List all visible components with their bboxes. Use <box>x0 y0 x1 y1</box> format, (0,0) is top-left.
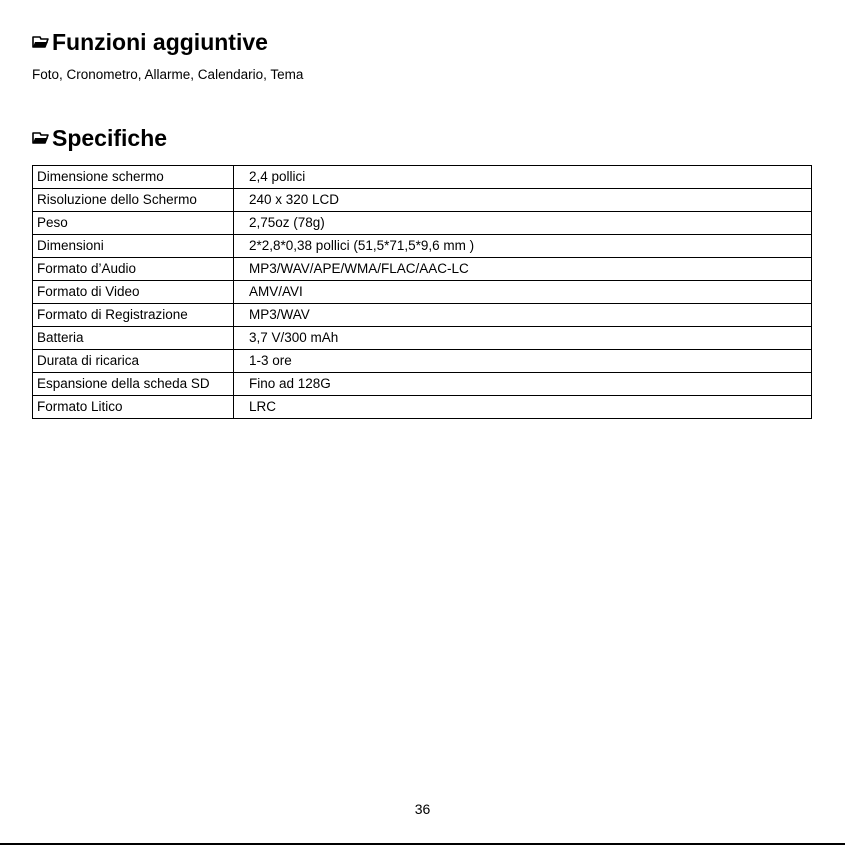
table-row <box>33 327 812 350</box>
arrow-bullet-icon <box>32 35 50 49</box>
spec-label: Dimensioni <box>33 235 234 258</box>
spec-value: 2,75oz (78g) <box>234 212 812 235</box>
table-row <box>33 373 812 396</box>
spec-label: Formato Litico <box>33 396 234 419</box>
spec-label: Formato di Video <box>33 281 234 304</box>
table-row <box>33 350 812 373</box>
table-row <box>33 235 812 258</box>
spec-value: Fino ad 128G <box>234 373 812 396</box>
table-row <box>33 396 812 419</box>
page-number: 36 <box>414 801 431 817</box>
specs-title: Specifiche <box>52 125 168 151</box>
table-row <box>33 166 812 189</box>
table-row <box>33 189 812 212</box>
spec-value: 1-3 ore <box>234 350 812 373</box>
spec-value: MP3/WAV/APE/WMA/FLAC/AAC-LC <box>234 258 812 281</box>
specs-heading <box>32 124 167 152</box>
features-heading <box>32 28 268 56</box>
table-row <box>33 212 812 235</box>
features-title: Funzioni aggiuntive <box>52 29 268 55</box>
spec-value: MP3/WAV <box>234 304 812 327</box>
spec-label: Peso <box>33 212 234 235</box>
table-row <box>33 258 812 281</box>
specs-table-body <box>33 166 812 419</box>
features-list-text: Foto, Cronometro, Allarme, Calendario, Tema <box>32 67 304 82</box>
spec-label: Durata di ricarica <box>33 350 234 373</box>
spec-value: 2*2,8*0,38 pollici (51,5*71,5*9,6 mm ) <box>234 235 812 258</box>
spec-label: Espansione della scheda SD <box>33 373 234 396</box>
table-row <box>33 281 812 304</box>
spec-label: Risoluzione dello Schermo <box>33 189 234 212</box>
spec-label: Dimensione schermo <box>33 166 234 189</box>
arrow-bullet-icon <box>32 131 50 145</box>
spec-value: 2,4 pollici <box>234 166 812 189</box>
spec-value: 3,7 V/300 mAh <box>234 327 812 350</box>
spec-label: Formato di Registrazione <box>33 304 234 327</box>
specs-table <box>32 165 812 419</box>
table-row <box>33 304 812 327</box>
spec-value: 240 x 320 LCD <box>234 189 812 212</box>
spec-value: AMV/AVI <box>234 281 812 304</box>
spec-value: LRC <box>234 396 812 419</box>
spec-label: Formato d’Audio <box>33 258 234 281</box>
spec-label: Batteria <box>33 327 234 350</box>
